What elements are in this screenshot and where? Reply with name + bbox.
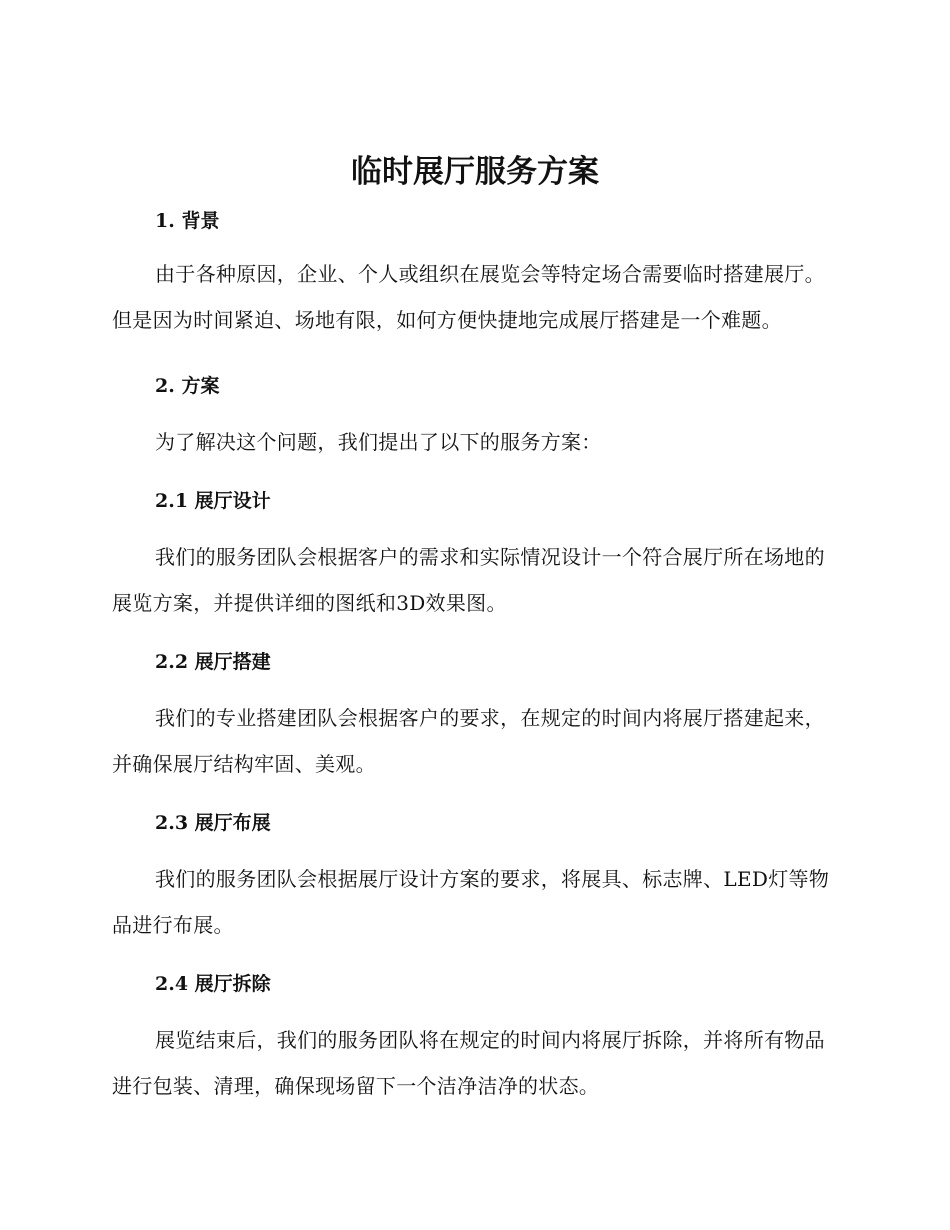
section-heading-plan: 2. 方案 bbox=[155, 375, 220, 397]
section-heading-build: 2.2 展厅搭建 bbox=[155, 651, 271, 673]
document-title: 临时展厅服务方案 bbox=[351, 154, 599, 190]
section-paragraph-plan: 为了解决这个问题，我们提出了以下的服务方案： bbox=[155, 430, 602, 454]
section-heading-layout: 2.3 展厅布展 bbox=[155, 812, 271, 834]
section-heading-design: 2.1 展厅设计 bbox=[155, 490, 271, 512]
section-heading-background: 1. 背景 bbox=[155, 210, 220, 232]
section-paragraph-layout: 我们的服务团队会根据展厅设计方案的要求，将展具、标志牌、LED灯等物品进行布展。 bbox=[112, 867, 830, 937]
section-paragraph-dismantle: 展览结束后，我们的服务团队将在规定的时间内将展厅拆除，并将所有物品进行包装、清理，确保现场留下一个洁净洁净的状态。 bbox=[112, 1028, 825, 1098]
section-paragraph-background: 由于各种原因，企业、个人或组织在展览会等特定场合需要临时搭建展厅。但是因为时间紧迫、场地有限，如何方便快捷地完成展厅搭建是一个难题。 bbox=[112, 262, 825, 332]
section-paragraph-design: 我们的服务团队会根据客户的需求和实际情况设计一个符合展厅所在场地的展览方案，并提供详细的图纸和3D效果图。 bbox=[112, 545, 825, 615]
document-body bbox=[112, 203, 832, 1109]
section-paragraph-build: 我们的专业搭建团队会根据客户的要求，在规定的时间内将展厅搭建起来，并确保展厅结构牢固、美观。 bbox=[112, 706, 825, 776]
section-heading-dismantle: 2.4 展厅拆除 bbox=[155, 973, 271, 995]
